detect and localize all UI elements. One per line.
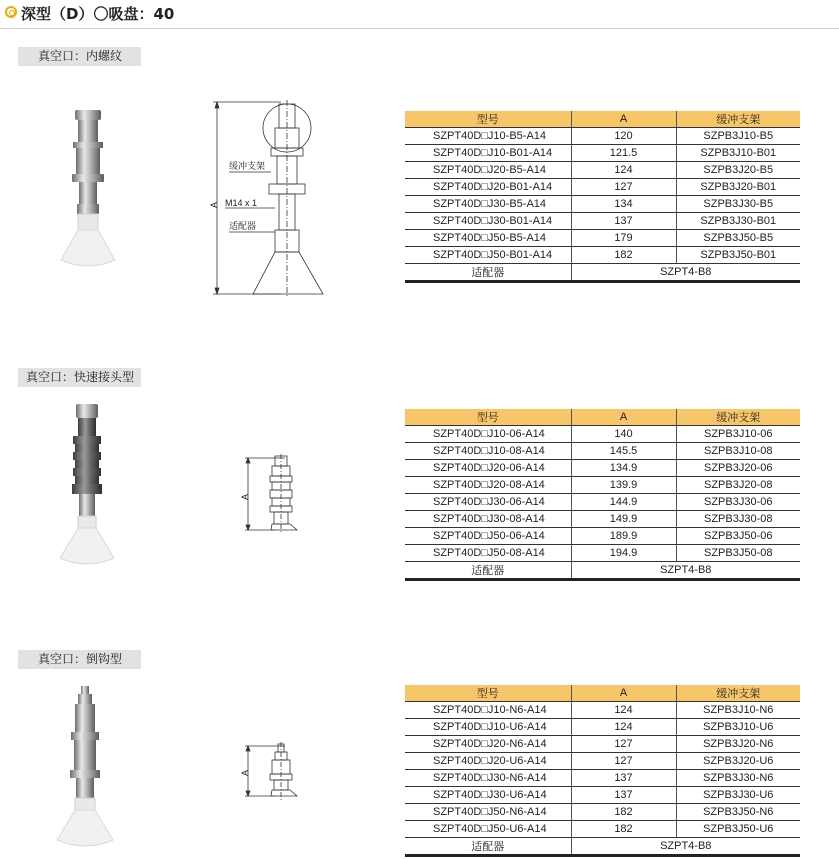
- buffer-cell: SZPB3J30-06: [676, 494, 800, 511]
- column-header-buffer: 缓冲支架: [676, 111, 800, 128]
- model-cell: SZPT40D□J10-B5-A14: [405, 128, 571, 145]
- a-cell: 121.5: [571, 145, 676, 162]
- buffer-cell: SZPB3J20-06: [676, 460, 800, 477]
- model-cell: SZPT40D□J30-N6-A14: [405, 770, 571, 787]
- buffer-cell: SZPB3J10-B01: [676, 145, 800, 162]
- model-cell: SZPT40D□J50-06-A14: [405, 528, 571, 545]
- table-row: [405, 494, 800, 511]
- table-row: [405, 230, 800, 247]
- column-header-a: A: [571, 409, 676, 426]
- buffer-cell: SZPB3J10-B5: [676, 128, 800, 145]
- table-row: [405, 511, 800, 528]
- buffer-cell: SZPB3J30-08: [676, 511, 800, 528]
- a-cell: 120: [571, 128, 676, 145]
- a-cell: 194.9: [571, 545, 676, 562]
- table-row: [405, 426, 800, 443]
- model-cell: SZPT40D□J20-B01-A14: [405, 179, 571, 196]
- column-header-buffer: 缓冲支架: [676, 685, 800, 702]
- buffer-cell: SZPB3J10-U6: [676, 719, 800, 736]
- adapter-label: 适配器: [405, 838, 571, 856]
- a-cell: 134.9: [571, 460, 676, 477]
- adapter-row: [405, 562, 800, 580]
- table-row: [405, 162, 800, 179]
- buffer-cell: SZPB3J30-U6: [676, 787, 800, 804]
- model-cell: SZPT40D□J20-08-A14: [405, 477, 571, 494]
- a-cell: 124: [571, 702, 676, 719]
- buffer-cell: SZPB3J10-08: [676, 443, 800, 460]
- a-cell: 124: [571, 162, 676, 179]
- model-cell: SZPT40D□J50-08-A14: [405, 545, 571, 562]
- buffer-cell: SZPB3J50-U6: [676, 821, 800, 838]
- product-photo-internal-thread: [58, 108, 118, 278]
- technical-drawing-quick-connector: [235, 454, 305, 534]
- column-header-buffer: 缓冲支架: [676, 409, 800, 426]
- buffer-cell: SZPB3J20-U6: [676, 753, 800, 770]
- model-cell: SZPT40D□J30-06-A14: [405, 494, 571, 511]
- adapter-value: SZPT4-B8: [571, 838, 800, 856]
- model-cell: SZPT40D□J10-N6-A14: [405, 702, 571, 719]
- table-row: [405, 247, 800, 264]
- table-row: [405, 443, 800, 460]
- spec-table-barb-fitting: [405, 685, 800, 857]
- table-row: [405, 179, 800, 196]
- table-row: [405, 804, 800, 821]
- callout-thread-size: M14 x 1: [225, 198, 258, 208]
- buffer-cell: SZPB3J30-B5: [676, 196, 800, 213]
- model-cell: SZPT40D□J50-B5-A14: [405, 230, 571, 247]
- spec-table-quick-connector: [405, 409, 800, 581]
- table-header-row: [405, 685, 800, 702]
- circle-bullet-icon: [5, 6, 17, 18]
- table-row: [405, 545, 800, 562]
- a-cell: 134: [571, 196, 676, 213]
- buffer-cell: SZPB3J30-B01: [676, 213, 800, 230]
- a-cell: 182: [571, 247, 676, 264]
- a-cell: 127: [571, 736, 676, 753]
- buffer-cell: SZPB3J10-06: [676, 426, 800, 443]
- model-cell: SZPT40D□J20-N6-A14: [405, 736, 571, 753]
- table-row: [405, 196, 800, 213]
- table-row: [405, 477, 800, 494]
- technical-drawing-barb-fitting: [235, 742, 305, 800]
- column-header-a: A: [571, 685, 676, 702]
- a-cell: 182: [571, 821, 676, 838]
- a-cell: 127: [571, 179, 676, 196]
- section-label-barb-fitting: 真空口：倒钩型: [18, 650, 141, 669]
- buffer-cell: SZPB3J20-08: [676, 477, 800, 494]
- product-photo-quick-connector: [56, 402, 118, 574]
- dimension-a-label: A: [209, 201, 219, 208]
- callout-buffer-bracket: 缓冲支架: [229, 161, 266, 171]
- table-row: [405, 460, 800, 477]
- adapter-row: [405, 838, 800, 856]
- a-cell: 189.9: [571, 528, 676, 545]
- buffer-cell: SZPB3J50-B5: [676, 230, 800, 247]
- callout-adapter: 适配器: [229, 221, 257, 231]
- model-cell: SZPT40D□J30-U6-A14: [405, 787, 571, 804]
- model-cell: SZPT40D□J50-U6-A14: [405, 821, 571, 838]
- a-cell: 149.9: [571, 511, 676, 528]
- a-cell: 144.9: [571, 494, 676, 511]
- table-row: [405, 821, 800, 838]
- table-row: [405, 753, 800, 770]
- model-cell: SZPT40D□J30-B01-A14: [405, 213, 571, 230]
- table-header-row: [405, 409, 800, 426]
- column-header-a: A: [571, 111, 676, 128]
- table-row: [405, 719, 800, 736]
- column-header-model: 型号: [405, 685, 571, 702]
- buffer-cell: SZPB3J10-N6: [676, 702, 800, 719]
- model-cell: SZPT40D□J10-B01-A14: [405, 145, 571, 162]
- product-photo-barb-fitting: [54, 684, 116, 856]
- buffer-cell: SZPB3J30-N6: [676, 770, 800, 787]
- a-cell: 145.5: [571, 443, 676, 460]
- table-row: [405, 702, 800, 719]
- a-cell: 179: [571, 230, 676, 247]
- table-row: [405, 128, 800, 145]
- model-cell: SZPT40D□J30-08-A14: [405, 511, 571, 528]
- adapter-label: 适配器: [405, 264, 571, 282]
- a-cell: 137: [571, 787, 676, 804]
- dimension-a-label: A: [240, 769, 250, 776]
- model-cell: SZPT40D□J50-N6-A14: [405, 804, 571, 821]
- model-cell: SZPT40D□J20-06-A14: [405, 460, 571, 477]
- buffer-cell: SZPB3J50-08: [676, 545, 800, 562]
- adapter-value: SZPT4-B8: [571, 562, 800, 580]
- a-cell: 127: [571, 753, 676, 770]
- model-cell: SZPT40D□J30-B5-A14: [405, 196, 571, 213]
- a-cell: 139.9: [571, 477, 676, 494]
- model-cell: SZPT40D□J20-B5-A14: [405, 162, 571, 179]
- column-header-model: 型号: [405, 409, 571, 426]
- buffer-cell: SZPB3J20-B5: [676, 162, 800, 179]
- technical-drawing-internal-thread: [205, 96, 325, 298]
- model-cell: SZPT40D□J50-B01-A14: [405, 247, 571, 264]
- table-row: [405, 770, 800, 787]
- model-cell: SZPT40D□J10-06-A14: [405, 426, 571, 443]
- buffer-cell: SZPB3J20-B01: [676, 179, 800, 196]
- table-row: [405, 787, 800, 804]
- a-cell: 182: [571, 804, 676, 821]
- table-header-row: [405, 111, 800, 128]
- table-row: [405, 528, 800, 545]
- adapter-label: 适配器: [405, 562, 571, 580]
- table-row: [405, 736, 800, 753]
- column-header-model: 型号: [405, 111, 571, 128]
- page-title: 深型（D）〇吸盘：40: [21, 5, 175, 23]
- adapter-row: [405, 264, 800, 282]
- buffer-cell: SZPB3J20-N6: [676, 736, 800, 753]
- page-header: [0, 0, 839, 29]
- section-label-quick-connector: 真空口：快速接头型: [18, 368, 141, 387]
- buffer-cell: SZPB3J50-06: [676, 528, 800, 545]
- model-cell: SZPT40D□J10-U6-A14: [405, 719, 571, 736]
- adapter-value: SZPT4-B8: [571, 264, 800, 282]
- a-cell: 137: [571, 770, 676, 787]
- spec-table-internal-thread: [405, 111, 800, 283]
- a-cell: 137: [571, 213, 676, 230]
- table-row: [405, 145, 800, 162]
- buffer-cell: SZPB3J50-B01: [676, 247, 800, 264]
- table-row: [405, 213, 800, 230]
- section-label-internal-thread: 真空口：内螺纹: [18, 47, 141, 66]
- model-cell: SZPT40D□J10-08-A14: [405, 443, 571, 460]
- model-cell: SZPT40D□J20-U6-A14: [405, 753, 571, 770]
- a-cell: 140: [571, 426, 676, 443]
- buffer-cell: SZPB3J50-N6: [676, 804, 800, 821]
- a-cell: 124: [571, 719, 676, 736]
- dimension-a-label: A: [240, 493, 250, 500]
